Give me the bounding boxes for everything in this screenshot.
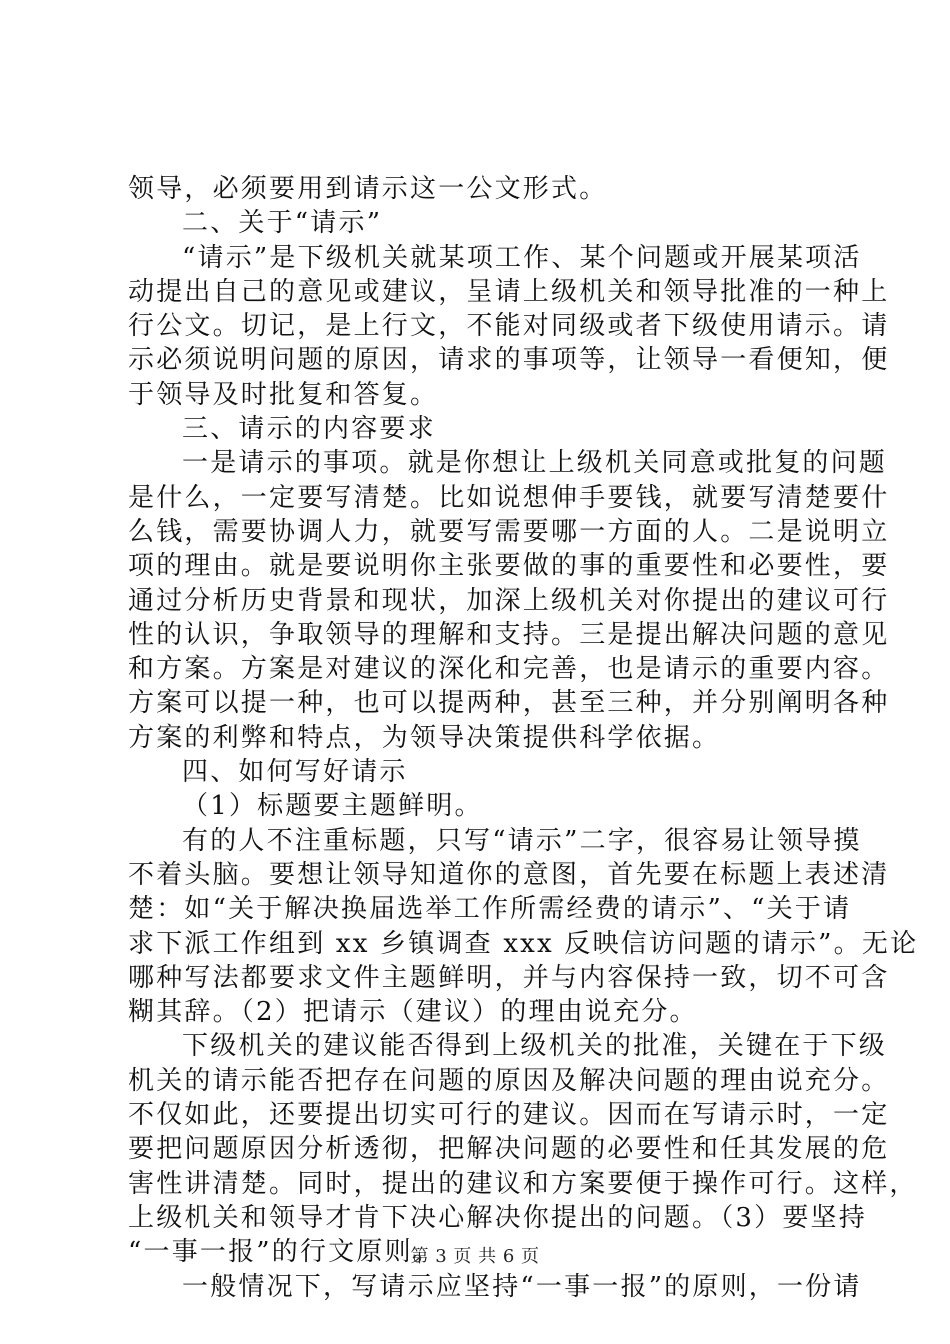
paragraph-line: 求下派工作组到 xx 乡镇调查 xxx 反映信访问题的请示”。无论: [128, 928, 919, 959]
paragraph-line: 一是请示的事项。就是你想让上级机关同意或批复的问题: [182, 448, 888, 479]
paragraph-line: 示必须说明问题的原因，请求的事项等，让领导一看便知，便: [128, 345, 890, 376]
paragraph-line: 下级机关的建议能否得到上级机关的批准，关键在于下级: [182, 1031, 888, 1062]
paragraph-line: 有的人不注重标题，只写“请示”二字，很容易让领导摸: [182, 825, 862, 856]
paragraph-line: 是什么，一定要写清楚。比如说想伸手要钱，就要写清楚要什: [128, 482, 890, 513]
paragraph-line: 方案的利弊和特点，为领导决策提供科学依据。: [128, 722, 721, 753]
section-heading: 四、如何写好请示: [182, 757, 408, 788]
paragraph-line: “一事一报”的行文原则。: [128, 1237, 441, 1268]
paragraph-line: 哪种写法都要求文件主题鲜明，并与内容保持一致，切不可含: [128, 962, 890, 993]
paragraph-line: 项的理由。就是要说明你主张要做的事的重要性和必要性，要: [128, 551, 890, 582]
paragraph-line: 机关的请示能否把存在问题的原因及解决问题的理由说充分。: [128, 1065, 890, 1096]
paragraph-line: “请示”是下级机关就某项工作、某个问题或开展某项活: [182, 242, 862, 273]
section-heading: 三、请示的内容要求: [182, 414, 436, 445]
paragraph-line: 不着头脑。要想让领导知道你的意图，首先要在标题上表述清: [128, 859, 890, 890]
paragraph-line: 要把问题原因分析透彻，把解决问题的必要性和任其发展的危: [128, 1134, 890, 1165]
paragraph-line: 和方案。方案是对建议的深化和完善，也是请示的重要内容。: [128, 654, 890, 685]
paragraph-line: 上级机关和领导才肯下决心解决你提出的问题。（3）要坚持: [128, 1202, 867, 1233]
paragraph-line: 方案可以提一种，也可以提两种，甚至三种，并分别阐明各种: [128, 688, 890, 719]
paragraph-line: 于领导及时批复和答复。: [128, 379, 439, 410]
paragraph-line: 不仅如此，还要提出切实可行的建议。因而在写请示时，一定: [128, 1100, 890, 1131]
page-number-footer: 第 3 页 共 6 页: [410, 1246, 540, 1267]
paragraph-line: 楚：如“关于解决换届选举工作所需经费的请示”、“关于请: [128, 894, 852, 925]
paragraph-line: 动提出自己的意见或建议，呈请上级机关和领导批准的一种上: [128, 276, 890, 307]
paragraph-line: 害性讲清楚。同时，提出的建议和方案要便于操作可行。这样，: [128, 1168, 918, 1199]
paragraph-line: 领导，必须要用到请示这一公文形式。: [128, 174, 608, 204]
section-heading: 二、关于“请示”: [182, 208, 383, 239]
subsection-heading: （1）标题要主题鲜明。: [182, 791, 483, 822]
paragraph-line: 性的认识，争取领导的理解和支持。三是提出解决问题的意见: [128, 619, 890, 650]
paragraph-line: 行公文。切记，是上行文，不能对同级或者下级使用请示。请: [128, 311, 890, 342]
paragraph-line: 通过分析历史背景和现状，加深上级机关对你提出的建议可行: [128, 585, 890, 616]
paragraph-line: 一般情况下，写请示应坚持“一事一报”的原则，一份请: [182, 1271, 862, 1302]
paragraph-line: 糊其辞。（2）把请示（建议）的理由说充分。: [128, 997, 698, 1028]
document-body: [128, 172, 919, 1304]
paragraph-line: 么钱，需要协调人力，就要写需要哪一方面的人。二是说明立: [128, 516, 890, 547]
